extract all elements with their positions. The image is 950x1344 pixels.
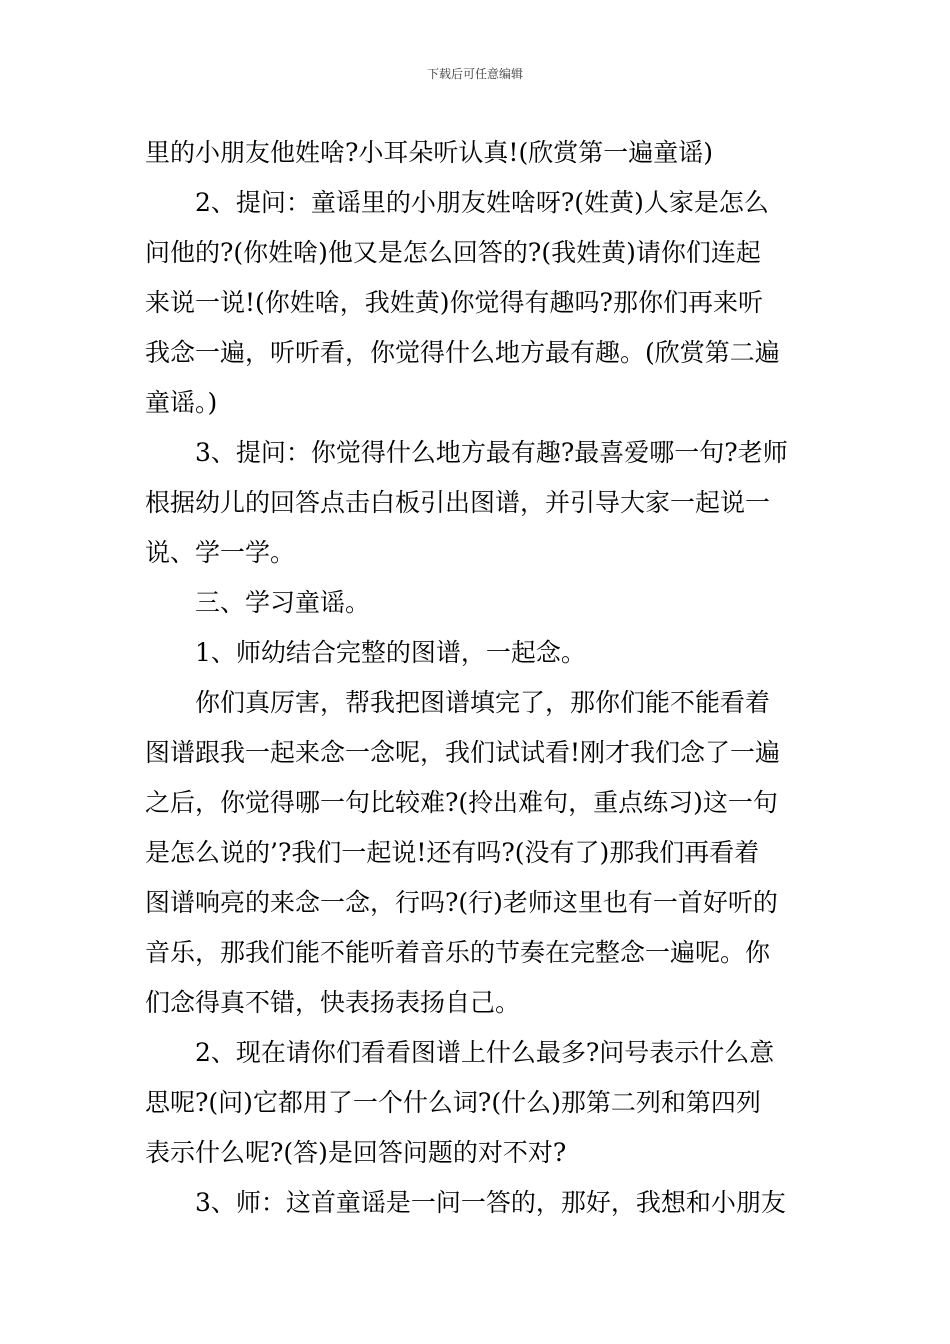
section-heading: 三、学习童谣。 <box>195 588 371 617</box>
text-line: 3、师：这首童谣是一问一答的，那好，我想和小朋友 <box>195 1188 786 1217</box>
text-line: 根据幼儿的回答点击白板引出图谱，并引导大家一起说一 <box>145 488 771 517</box>
text-line: 3、提问：你觉得什么地方最有趣?最喜爱哪一句?老师 <box>195 438 788 467</box>
text-line: 是怎么说的’?我们一起说!还有吗?(没有了)那我们再看着 <box>145 838 760 867</box>
text-line: 图谱响亮的来念一念，行吗?(行)老师这里也有一首好听的 <box>145 888 778 917</box>
page-header: 下载后可任意编辑 <box>426 67 523 81</box>
text-line: 来说一说!(你姓啥，我姓黄)你觉得有趣吗?那你们再来听 <box>145 288 763 317</box>
text-line: 们念得真不错，快表扬表扬自己。 <box>145 988 521 1017</box>
text-line: 1、师幼结合完整的图谱，一起念。 <box>195 638 586 667</box>
text-line: 你们真厉害，帮我把图谱填完了，那你们能不能看着 <box>195 688 771 717</box>
text-line: 童谣。) <box>145 388 218 417</box>
text-line: 问他的?(你姓啥)他又是怎么回答的?(我姓黄)请你们连起 <box>145 238 761 267</box>
text-line: 2、提问：童谣里的小朋友姓啥呀?(姓黄)人家是怎么 <box>195 188 769 217</box>
document-body <box>145 128 820 1228</box>
text-line: 图谱跟我一起来念一念呢，我们试试看!刚才我们念了一遍 <box>145 738 781 767</box>
text-line: 里的小朋友他姓啥?小耳朵听认真!(欣赏第一遍童谣) <box>145 138 713 167</box>
text-line: 2、现在请你们看看图谱上什么最多?问号表示什么意 <box>195 1038 775 1067</box>
text-line: 之后，你觉得哪一句比较难?(拎出难句，重点练习)这一句 <box>145 788 778 817</box>
text-line: 说、学一学。 <box>145 538 296 567</box>
text-line: 我念一遍，听听看，你觉得什么地方最有趣。(欣赏第二遍 <box>145 338 780 367</box>
text-line: 表示什么呢?(答)是回答问题的对不对? <box>145 1138 567 1167</box>
text-line: 思呢?(问)它都用了一个什么词?(什么)那第二列和第四列 <box>145 1088 761 1117</box>
text-line: 音乐，那我们能不能听着音乐的节奏在完整念一遍呢。你 <box>145 938 771 967</box>
